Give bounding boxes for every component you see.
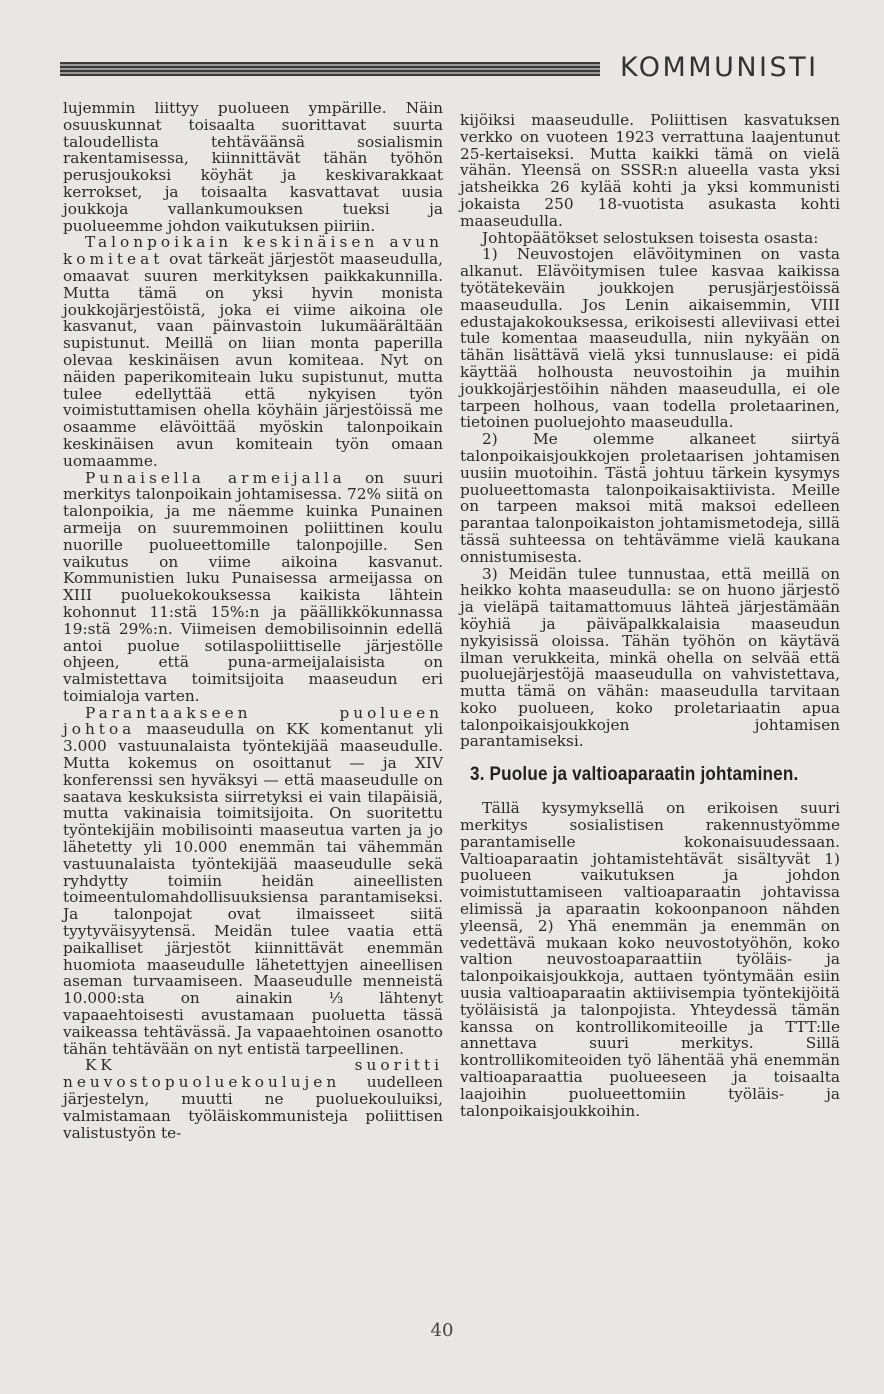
paragraph: kijöiksi maaseudulle. Poliittisen kasvatuksen verkko on vuoteen 1923 verrattuna laajentunut 25-kertaiseksi. Mutta kaikki tämä on vielä vähän. Yleensä on SSSR:n alueella vasta yksi jatsheikka 26 kylää kohti ja yksi kommunisti jokaista 250 18-vuotista asukasta kohti maaseudulla. [460,111,840,230]
spaced-emphasis: Talonpoikain keskinäisen avun komiteat [63,233,443,269]
page-number: 40 [430,1320,454,1341]
spaced-emphasis: KK suoritti neuvostopuoluekoulujen [63,1056,443,1092]
paragraph [63,705,443,1058]
section-heading: 3. Puolue ja valtioaparaatin johtaminen. [470,764,799,786]
paragraph-text: maaseudulla on KK komentanut yli 3.000 vastuunalaista työntekijää maaseudulle. Mutta kokemus on osoittanut — ja XIV konferenssi sen hyväksyi — että maaseudulle on saatava keskuksista siirretyksi ei vain tilapäisiä, mutta vakinaisia toimitsijoita. On suoritettu työntekijäin mobilisointi maaseutua varten ja jo lähetetty yli 10.000 enemmän tai vähemmän vastuunalaista työntekijää maaseudulle sekä ryhdytty toimiin heidän aineellisten toimeentulomahdollisuuksiensa parantamiseksi. Ja talonpojat ovat ilmaisseet siitä tyytyväisyytensä. Meidän tulee vaatia että paikalliset järjestöt kiinnittävät enemmän huomiota maaseudulle lähetettyjen aineellisen aseman turvaamiseen. Maaseudulle menneistä 10.000:sta on ainakin ⅓ lähtenyt vapaaehtoisesti avustamaan puoluetta tässä vaikeassa tehtävässä. Ja vapaaehtoinen osanotto tähän tehtävään on nyt entistä tarpeellinen. [63,720,443,1058]
paragraph-text: on suuri merkitys talonpoikain johtamisessa. 72% siitä on talonpoikia, ja me näemme kuinka Punainen armeija on suuremmoinen poliittinen koulu nuorille puolueettomille talonpojille. Sen vaikutus on viime aikoina kasvanut. Kommunistien luku Punaisessa armeijassa on XIII puoluekokouksessa kaikista lähtein kohonnut 11:stä 15%:n ja päällikkökunnassa 19:stä 29%:n. Viimeisen demobilisoinnin edellä antoi puolue sotilaspoliittiselle järjestölle ohjeen, että puna-armeijalaisista on valmistettava toimitsijoita maaseudun eri toimialoja varten. [63,468,443,705]
right-column [460,112,840,1119]
paragraph [63,470,443,705]
header-rule [60,62,600,76]
paragraph-text: ovat tärkeät järjestöt maaseudulla, omaavat suuren merkityksen paikkakunnilla. Mutta tämä on yksi hyvin monista joukkojärjestöistä, joka ei viime aikoina ole kasvanut, vaan päinvastoin lukumäärältään supistunut. Meillä on liian monta paperilla olevaa keskinäisen avun komiteaa. Nyt on näiden paperikomiteain luku supistunut, mutta tulee edellyttää että nykyisen työn voimistuttamisen ohella köyhäin järjestöissä me osaamme elävöittää myöskin talonpoikain keskinäisen avun komiteain työn omaan uomaamme. [63,250,443,470]
paragraph [63,1057,443,1141]
paragraph: Johtopäätökset selostuksen toisesta osasta: [482,228,819,247]
paragraph: lujemmin liittyy puolueen ympärille. Näin osuuskunnat toisaalta suorittavat suurta taloudellista tehtäväänsä sosialismin rakentamisessa, kiinnittävät tähän työhön perusjoukoksi köyhät ja keskivarakkaat kerrokset, ja toisaalta kasvattavat uusia joukkoja vallankumouksen tueksi ja puolueemme johdon vaikutuksen piiriin. [63,99,443,235]
list-item: 2) Me olemme alkaneet siirtyä talonpoikaisjoukkojen proletaarisen johtamisen uusiin muotoihin. Tästä johtuu tärkein kysymys puolueettomasta talonpoikaisaktiivista. Meille on tarpeen maksoi mitä maksoi edelleen parantaa talonpoikaiston johtamismetodeja, sillä tässä suhteessa on tehtävämme vielä kaukana onnistumisesta. [460,430,840,566]
paragraph [63,234,443,469]
left-column [63,100,443,1141]
running-head: KOMMUNISTI [620,52,819,83]
paragraph: Tällä kysymyksellä on erikoisen suuri merkitys sosialistisen rakennustyömme parantamiselle kokonaisuudessaan. Valtioaparaatin johtamistehtävät sisältyvät 1) puolueen vaikutuksen ja johdon voimistuttamiseen valtioaparaatin johtavissa elimissä ja aparaatin kokoonpanoon nähden yleensä, 2) Yhä enemmän ja enemmän on vedettävä mukaan koko neuvostotyöhön, koko valtion neuvostoaparaattiin työläis- ja talonpoikaisjoukkoja, auttaen työntymään esiin uusia valtioaparaatin aktiivisempia työntekijöitä työläisistä ja talonpojista. Yhteydessä tämän kanssa on kontrollikomiteoille ja TTT:lle annettava suuri merkitys. Sillä kontrollikomiteoiden työ lähentää yhä enemmän valtioaparaattia puolueeseen ja toisaalta laajoihin puolueettomiin työläis- ja talonpoikaisjoukkoihin. [460,799,840,1120]
paragraph-text: uudelleen järjestelyn, muutti ne puoluekouluiksi, valmistamaan työläiskommunisteja poliittisen valistustyön te- [63,1073,443,1142]
list-item: 3) Meidän tulee tunnustaa, että meillä on heikko kohta maaseudulla: se on huono järjestö ja vieläpä taitamattomuus lähteä järjestämään köyhiä ja päiväpalkkalaisia maaseudun nykyisissä oloissa. Tähän työhön on käytävä ilman verukkeita, minkä ohella on selvää että puoluejärjestöjä maaseudulla on vahvistettava, mutta tämä on vähän: maaseudulla tarvitaan koko puolueen, koko proletariaatin apua talonpoikaisjoukkojen johtamisen parantamiseksi. [460,564,840,751]
list-item: 1) Neuvostojen elävöityminen on vasta alkanut. Elävöitymisen tulee kasvaa kaikissa työtätekeväin joukkojen perusjärjestöissä maaseudulla. Jos Lenin aikaisemmin, VIII edustajakokouksessa, erikoisesti alleviivasi ettei tule komentaa maaseudulla, niin nykyään on tähän lisättävä vielä yksi tunnuslause: ei pidä käyttää holhousta neuvostoihin ja muihin joukkojärjestöihin nähden maaseudulla, ei ole tarpeen holhous, vaan todella proletaarinen, tietoinen puoluejohto maaseudulla. [460,245,840,432]
spaced-emphasis: Punaisella armeijalla [85,468,346,487]
spaced-emphasis: Parantaakseen puolueen johtoa [63,703,443,739]
